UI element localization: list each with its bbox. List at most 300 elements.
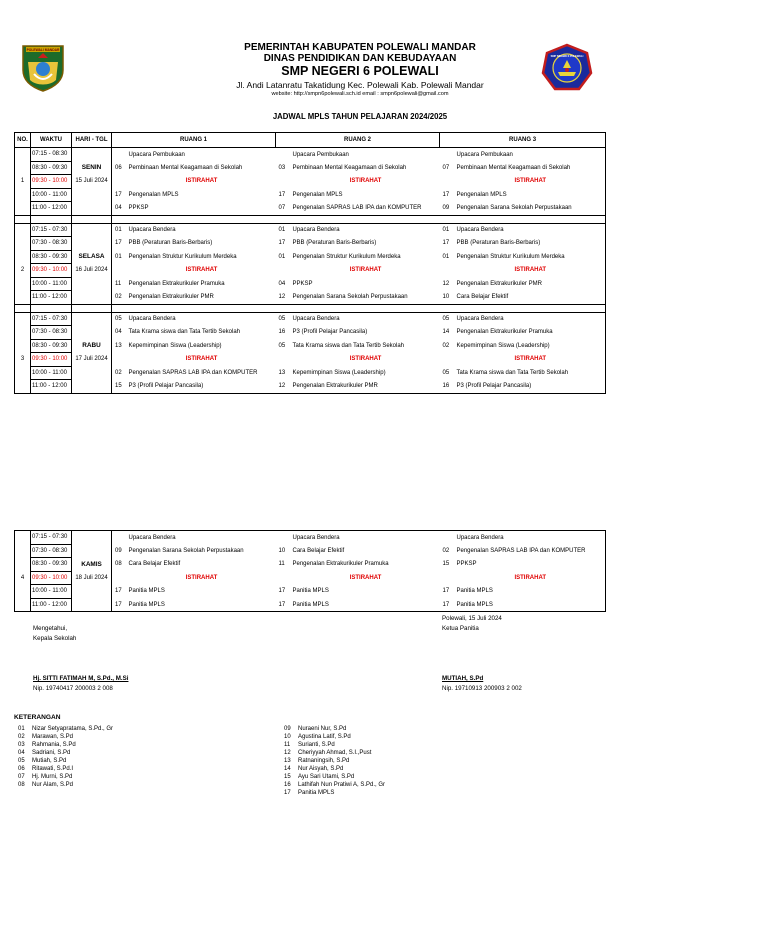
col-header-ruang-1: RUANG 1 (112, 133, 276, 148)
row-number: 4 (15, 571, 31, 585)
time-cell: 07:30 - 08:30 (31, 544, 72, 558)
room-1-activity: Pengenalan Struktur Kurikulum Merdeka (128, 253, 237, 260)
schedule-row (15, 571, 606, 585)
day-cell (72, 571, 112, 585)
room-2-activity: Kepemimpinan Siswa (Leadership) (292, 369, 386, 376)
time-cell: 10:00 - 11:00 (31, 585, 72, 599)
header-address: Jl. Andi Latanratu Takatidung Kec. Polewali Kab. Polewali Mandar (236, 80, 484, 90)
room-2-activity: Cara Belajar Efektif (292, 547, 345, 554)
room-3-break: ISTIRAHAT (456, 175, 606, 189)
room-3-teacher-code: 17 (442, 191, 450, 198)
room-1-activity: Pengenalan Sarana Sekolah Perpustakaan (128, 547, 244, 554)
schedule-row (15, 250, 606, 264)
room-1-code (112, 353, 128, 367)
time-cell: 08:30 - 09:30 (31, 250, 72, 264)
room-3-activity: Pengenalan SAPRAS LAB IPA dan KOMPUTER (456, 544, 606, 558)
row-number (15, 250, 31, 264)
day-cell (72, 326, 112, 340)
room-2-activity: Pengenalan Sarana Sekolah Perpustakaan (292, 291, 440, 305)
schedule-row (15, 264, 606, 278)
room-2-activity: Tata Krama siswa dan Tata Tertib Sekolah (292, 342, 405, 349)
room-1-activity: Pengenalan MPLS (128, 191, 179, 198)
day-cell (72, 277, 112, 291)
room-3-code (440, 353, 456, 367)
room-2-break: ISTIRAHAT (349, 178, 382, 185)
room-3-teacher-code: 16 (440, 380, 456, 394)
room-1-activity: Upacara Pembukaan (128, 148, 276, 162)
row-number: 1 (15, 175, 31, 189)
room-2-teacher-code: 12 (276, 380, 292, 394)
room-3-activity: Panitia MPLS (456, 585, 606, 599)
room-3-activity: P3 (Profil Pelajar Pancasila) (456, 380, 606, 394)
room-1-code (112, 264, 128, 278)
schedule-row (15, 544, 606, 558)
room-1-activity: Upacara Bendera (128, 531, 276, 545)
room-1-teacher-code: 15 (112, 380, 128, 394)
teacher-name: Ritawati, S.Pd.I (32, 766, 74, 772)
room-1-activity: PPKSP (128, 202, 276, 216)
day-date: 16 Juli 2024 (75, 267, 108, 274)
room-3-teacher-code: 02 (442, 342, 450, 349)
keterangan-item (284, 757, 385, 765)
day-cell (72, 353, 112, 367)
sig-left-name: Hj. SITTI FATIMAH M, S.Pd., M.Si (33, 675, 129, 682)
room-2-break: ISTIRAHAT (349, 267, 382, 274)
day-date: 18 Juli 2024 (75, 574, 108, 581)
room-3-teacher-code: 05 (440, 312, 456, 326)
row-number (15, 312, 31, 326)
room-3-activity: Pengenalan Struktur Kurikulum Merdeka (456, 250, 606, 264)
schedule-row (15, 291, 606, 305)
room-3-activity: Upacara Bendera (456, 223, 606, 237)
room-1-activity: Pengenalan SAPRAS LAB IPA dan KOMPUTER (128, 369, 258, 376)
keterangan-title: KETERANGAN (14, 714, 61, 721)
room-3-activity: Upacara Bendera (456, 531, 606, 545)
day-cell (72, 161, 112, 175)
room-1-activity: Upacara Bendera (128, 223, 276, 237)
room-2-teacher-code: 03 (278, 164, 286, 171)
teacher-code: 10 (284, 734, 291, 740)
day-cell (72, 312, 112, 326)
row-number (15, 188, 31, 202)
row-number (15, 531, 31, 545)
room-2-activity: Pengenalan MPLS (292, 191, 343, 198)
day-cell (72, 264, 112, 278)
time-cell: 09:30 - 10:00 (31, 571, 72, 585)
schedule-row (15, 161, 606, 175)
time-cell: 08:30 - 09:30 (31, 558, 72, 572)
row-number (15, 326, 31, 340)
district-logo-text: POLEWALI MANDAR (26, 48, 60, 52)
room-1-activity: PBB (Peraturan Baris-Berbaris) (128, 240, 213, 247)
room-1-teacher-code: 06 (115, 164, 122, 171)
row-number: 2 (15, 264, 31, 278)
room-1-activity: Upacara Bendera (128, 312, 276, 326)
room-2-teacher-code: 17 (278, 191, 286, 198)
schedule-row (15, 353, 606, 367)
schedule-row (15, 312, 606, 326)
room-2-activity: Upacara Bendera (292, 223, 440, 237)
time-cell: 11:00 - 12:00 (31, 598, 72, 612)
room-1-teacher-code: 17 (115, 588, 122, 595)
room-1-activity: Pengenalan Ektrakurikuler Pramuka (128, 280, 225, 287)
day-cell (72, 188, 112, 202)
teacher-code: 09 (284, 726, 291, 732)
day-cell (72, 175, 112, 189)
schedule-row (15, 558, 606, 572)
row-number (15, 202, 31, 216)
row-number (15, 223, 31, 237)
schedule-row (15, 188, 606, 202)
day-name: KAMIS (81, 560, 102, 568)
day-cell (72, 148, 112, 162)
keterangan-item (18, 749, 113, 757)
teacher-name: Nur Aisyah, S.Pd (298, 766, 344, 772)
room-1-teacher-code: 02 (115, 369, 122, 376)
schedule-row (15, 380, 606, 394)
room-1-teacher-code: 17 (115, 240, 122, 247)
room-3-activity: Pengenalan Sarana Sekolah Perpustakaan (456, 202, 606, 216)
room-2-teacher-code: 13 (278, 369, 286, 376)
room-2-teacher-code (276, 148, 292, 162)
time-cell: 08:30 - 09:30 (31, 161, 72, 175)
room-3-activity: Cara Belajar Efektif (456, 291, 606, 305)
time-cell: 07:15 - 08:30 (31, 148, 72, 162)
room-2-teacher-code: 17 (278, 588, 286, 595)
teacher-name: Hj. Murni, S.Pd (32, 774, 73, 780)
room-2-activity: PPKSP (292, 280, 313, 287)
room-2-activity: Pembinaan Mental Keagamaan di Sekolah (292, 164, 407, 171)
room-3-activity: Pengenalan MPLS (456, 188, 606, 202)
row-number (15, 585, 31, 599)
teacher-code: 06 (18, 766, 25, 772)
teacher-code: 02 (18, 734, 25, 740)
room-1-break: ISTIRAHAT (185, 574, 218, 581)
room-3-teacher-code: 01 (442, 253, 450, 260)
room-1-teacher-code: 17 (115, 191, 122, 198)
keterangan-item (18, 741, 113, 749)
row-number (15, 237, 31, 251)
time-cell: 07:30 - 08:30 (31, 326, 72, 340)
header-school-name: SMP NEGERI 6 POLEWALI (281, 64, 439, 78)
day-cell (72, 558, 112, 572)
room-3-break: ISTIRAHAT (456, 353, 606, 367)
day-separator (15, 215, 606, 223)
teacher-name: Surianti, S.Pd (298, 742, 335, 748)
row-number (15, 277, 31, 291)
row-number (15, 148, 31, 162)
keterangan-list-right (284, 725, 385, 797)
room-2-code (276, 571, 292, 585)
room-2-teacher-code: 10 (278, 547, 286, 554)
sig-right-place-date: Polewali, 15 Juli 2024 (442, 615, 502, 622)
header-department: DINAS PENDIDIKAN DAN KEBUDAYAAN (263, 53, 457, 64)
room-2-break: ISTIRAHAT (349, 574, 382, 581)
room-1-activity: P3 (Profil Pelajar Pancasila) (128, 380, 276, 394)
room-2-teacher-code: 17 (278, 240, 286, 247)
teacher-code: 13 (284, 758, 291, 764)
room-2-activity: Pengenalan SAPRAS LAB IPA dan KOMPUTER (292, 202, 440, 216)
room-1-teacher-code (112, 148, 128, 162)
room-3-activity: Upacara Pembukaan (456, 148, 606, 162)
keterangan-item (284, 773, 385, 781)
room-3-activity: Upacara Bendera (456, 312, 606, 326)
time-cell: 07:15 - 07:30 (31, 312, 72, 326)
teacher-code: 01 (18, 726, 25, 732)
schedule-row (15, 326, 606, 340)
teacher-name: Mutiah, S.Pd (32, 758, 67, 764)
room-3-break: ISTIRAHAT (456, 264, 606, 278)
room-1-activity: Pembinaan Mental Keagamaan di Sekolah (128, 164, 243, 171)
time-cell: 11:00 - 12:00 (31, 202, 72, 216)
room-2-activity: PBB (Peraturan Baris-Berbaris) (292, 240, 377, 247)
col-header-no: NO. (15, 133, 31, 148)
day-cell (72, 291, 112, 305)
time-cell: 09:30 - 10:00 (31, 175, 72, 189)
keterangan-list-left (18, 725, 113, 789)
room-3-teacher-code: 09 (440, 202, 456, 216)
room-2-teacher-code: 05 (278, 342, 286, 349)
day-cell (72, 223, 112, 237)
room-1-teacher-code: 17 (112, 598, 128, 612)
schedule-row (15, 339, 606, 353)
room-2-teacher-code: 16 (278, 329, 286, 336)
district-logo (20, 44, 66, 92)
room-3-activity: Pengenalan Ektrakurikuler Pramuka (456, 326, 606, 340)
row-number (15, 558, 31, 572)
room-1-teacher-code: 08 (115, 561, 122, 568)
teacher-code: 17 (284, 790, 291, 796)
room-1-teacher-code: 11 (115, 280, 122, 287)
sig-left-nip: Nip. 19740417 200003 2 008 (33, 685, 113, 692)
keterangan-item (284, 781, 385, 789)
room-1-break: ISTIRAHAT (185, 178, 218, 185)
teacher-name: Rahmania, S.Pd (32, 742, 76, 748)
day-date: 15 Juli 2024 (75, 178, 108, 185)
time-cell: 11:00 - 12:00 (31, 380, 72, 394)
room-2-teacher-code: 05 (276, 312, 292, 326)
teacher-name: Nur Alam, S.Pd (32, 782, 74, 788)
teacher-name: Panitia MPLS (298, 790, 335, 796)
room-3-code (440, 571, 456, 585)
room-3-break: ISTIRAHAT (456, 571, 606, 585)
teacher-code: 14 (284, 766, 291, 772)
room-2-activity: Upacara Bendera (292, 312, 440, 326)
sig-left-greeting: Mengetahui, (33, 625, 68, 632)
time-cell: 08:30 - 09:30 (31, 339, 72, 353)
row-number (15, 544, 31, 558)
col-header-hari: HARI - TGL (72, 133, 112, 148)
room-3-teacher-code: 15 (442, 561, 450, 568)
room-3-activity: Pembinaan Mental Keagamaan di Sekolah (456, 161, 606, 175)
room-3-activity: PBB (Peraturan Baris-Berbaris) (456, 237, 606, 251)
room-3-teacher-code: 14 (442, 329, 450, 336)
room-2-teacher-code: 01 (276, 223, 292, 237)
room-3-teacher-code: 17 (442, 240, 450, 247)
row-number (15, 598, 31, 612)
room-3-activity: Panitia MPLS (456, 598, 606, 612)
teacher-name: Nizar Setyapratama, S.Pd., Gr (32, 726, 114, 732)
room-2-activity: Pengenalan Struktur Kurikulum Merdeka (292, 253, 401, 260)
room-3-activity: Pengenalan Ektrakurikuler PMR (456, 277, 606, 291)
room-1-teacher-code: 02 (112, 291, 128, 305)
sig-left-role: Kepala Sekolah (33, 635, 77, 642)
teacher-code: 11 (284, 742, 291, 748)
room-2-activity: Upacara Bendera (292, 531, 440, 545)
room-1-activity: Tata Krama siswa dan Tata Tertib Sekolah (128, 329, 241, 336)
schedule-row (15, 223, 606, 237)
room-2-teacher-code: 12 (276, 291, 292, 305)
school-logo-text: SMP NEGERI 6 POLEWALI (550, 55, 584, 58)
day-cell (72, 380, 112, 394)
col-header-ruang-2: RUANG 2 (276, 133, 440, 148)
room-2-activity: P3 (Profil Pelajar Pancasila) (292, 329, 368, 336)
room-2-activity: Upacara Pembukaan (292, 148, 440, 162)
room-3-teacher-code: 12 (442, 280, 450, 287)
row-number (15, 366, 31, 380)
room-2-teacher-code: 07 (276, 202, 292, 216)
room-3-code (440, 264, 456, 278)
room-1-teacher-code: 09 (115, 547, 122, 554)
header-contact: website: http://smpn6polewali.sch.id email : smpn6polewali@gmail.com (271, 91, 449, 97)
room-3-teacher-code: 05 (442, 369, 450, 376)
keterangan-item (18, 725, 113, 733)
teacher-name: Sadriani, S.Pd (32, 750, 71, 756)
room-2-teacher-code: 04 (278, 280, 286, 287)
teacher-code: 15 (284, 774, 291, 780)
teacher-name: Ayu Sari Utami, S.Pd (298, 774, 355, 780)
keterangan-item (18, 765, 113, 773)
room-2-code (276, 264, 292, 278)
schedule-row (15, 175, 606, 189)
time-cell: 10:00 - 11:00 (31, 188, 72, 202)
room-2-teacher-code: 01 (278, 253, 286, 260)
schedule-row (15, 277, 606, 291)
room-1-code (112, 571, 128, 585)
teacher-code: 05 (18, 758, 25, 764)
room-1-teacher-code: 01 (115, 253, 122, 260)
day-cell (72, 598, 112, 612)
day-cell (72, 237, 112, 251)
row-number (15, 161, 31, 175)
keterangan-item (18, 773, 113, 781)
time-cell: 07:15 - 07:30 (31, 531, 72, 545)
row-number (15, 291, 31, 305)
room-3-activity: PPKSP (456, 558, 606, 572)
row-number: 3 (15, 353, 31, 367)
room-1-teacher-code: 13 (115, 342, 122, 349)
room-1-teacher-code: 05 (112, 312, 128, 326)
room-3-teacher-code: 17 (442, 588, 450, 595)
schedule-row (15, 531, 606, 545)
room-2-teacher-code: 17 (276, 598, 292, 612)
day-name: RABU (82, 342, 101, 350)
teacher-name: Cheriyyah Ahmad, S.I.,Pust (298, 750, 372, 756)
keterangan-item (18, 781, 113, 789)
room-2-activity: Panitia MPLS (292, 588, 329, 595)
room-3-code (440, 175, 456, 189)
table-header-row (15, 133, 606, 148)
room-2-activity: Pengenalan Ektrakurikuler Pramuka (292, 561, 389, 568)
time-cell: 09:30 - 10:00 (31, 353, 72, 367)
room-3-teacher-code (440, 148, 456, 162)
schedule-row (15, 202, 606, 216)
room-1-activity: Panitia MPLS (128, 588, 165, 595)
room-1-teacher-code (112, 531, 128, 545)
day-cell (72, 339, 112, 353)
schedule-row (15, 585, 606, 599)
teacher-code: 07 (18, 774, 25, 780)
room-2-break: ISTIRAHAT (349, 356, 382, 363)
room-2-activity: Pengenalan Ektrakurikuler PMR (292, 380, 440, 394)
row-number (15, 380, 31, 394)
teacher-code: 16 (284, 782, 291, 788)
room-3-teacher-code: 17 (440, 598, 456, 612)
room-2-teacher-code (276, 531, 292, 545)
keterangan-item (284, 741, 385, 749)
day-cell (72, 250, 112, 264)
day-cell (72, 585, 112, 599)
day-cell (72, 531, 112, 545)
col-header-waktu: WAKTU (31, 133, 72, 148)
keterangan-item (284, 765, 385, 773)
teacher-name: Lathifah Nun Pratiwi A, S.Pd., Gr (298, 782, 386, 788)
room-1-teacher-code: 04 (115, 329, 122, 336)
sig-right-nip: Nip. 19710913 200903 2 002 (442, 685, 522, 692)
teacher-code: 04 (18, 750, 25, 756)
room-1-break: ISTIRAHAT (185, 267, 218, 274)
day-name: SELASA (78, 253, 105, 261)
schedule-row (15, 148, 606, 162)
teacher-code: 08 (18, 782, 25, 788)
time-cell: 07:15 - 07:30 (31, 223, 72, 237)
room-3-activity: Tata Krama siswa dan Tata Tertib Sekolah (456, 366, 606, 380)
keterangan-item (284, 789, 385, 797)
room-3-teacher-code: 07 (442, 164, 450, 171)
room-2-teacher-code: 11 (278, 561, 285, 568)
row-number (15, 339, 31, 353)
room-3-teacher-code (440, 531, 456, 545)
header-government: PEMERINTAH KABUPATEN POLEWALI MANDAR (244, 42, 476, 53)
time-cell: 11:00 - 12:00 (31, 291, 72, 305)
room-1-teacher-code: 04 (112, 202, 128, 216)
teacher-name: Agustina Latif, S.Pd (298, 734, 351, 740)
time-cell: 07:30 - 08:30 (31, 237, 72, 251)
keterangan-item (284, 725, 385, 733)
time-cell: 10:00 - 11:00 (31, 277, 72, 291)
room-3-teacher-code: 01 (440, 223, 456, 237)
room-1-break: ISTIRAHAT (185, 356, 218, 363)
teacher-name: Marawan, S.Pd (32, 734, 74, 740)
room-2-activity: Panitia MPLS (292, 598, 440, 612)
schedule-table-continued (14, 530, 606, 612)
day-cell (72, 544, 112, 558)
teacher-name: Nuraeni Nur, S.Pd (298, 726, 347, 732)
teacher-name: Ratnaningsih, S.Pd (298, 758, 350, 764)
room-1-activity: Pengenalan Ektrakurikuler PMR (128, 291, 276, 305)
room-3-activity: Kepemimpinan Siswa (Leadership) (456, 339, 606, 353)
teacher-code: 12 (284, 750, 291, 756)
school-logo (541, 43, 593, 93)
keterangan-item (284, 733, 385, 741)
room-1-code (112, 175, 128, 189)
time-cell: 09:30 - 10:00 (31, 264, 72, 278)
schedule-row (15, 366, 606, 380)
schedule-title: JADWAL MPLS TAHUN PELAJARAN 2024/2025 (272, 112, 448, 121)
schedule-row (15, 237, 606, 251)
day-date: 17 Juli 2024 (75, 356, 108, 363)
keterangan-item (18, 757, 113, 765)
